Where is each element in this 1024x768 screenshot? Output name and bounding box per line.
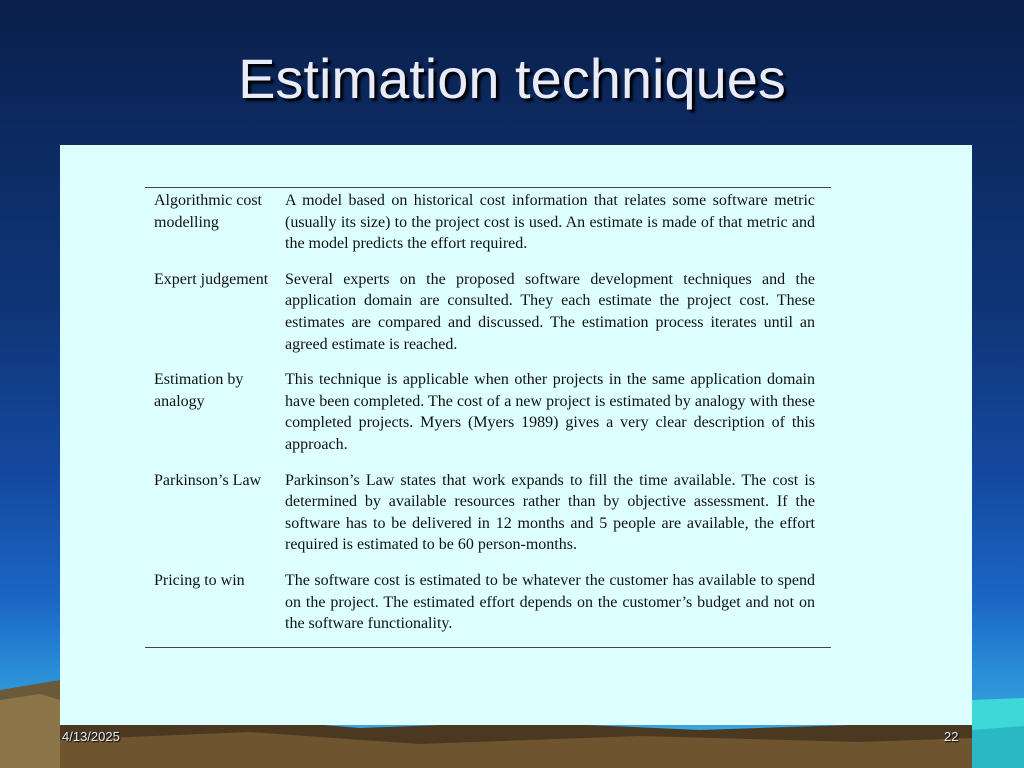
slide-title: Estimation techniques: [238, 47, 786, 110]
content-panel: [60, 145, 972, 725]
table-row: [145, 469, 831, 556]
slide-date: 4/13/2025: [62, 729, 120, 744]
technique-description: A model based on historical cost information that relates some software metric (usually its size) to the project cost is used. An estimate is made of that metric and the model predicts the effort required.: [285, 192, 815, 253]
technique-term: Estimation by analogy: [154, 371, 244, 410]
technique-term: Algorithmic cost modelling: [154, 192, 262, 231]
technique-description: This technique is applicable when other projects in the same application domain have been completed. The cost of a new project is estimated by analogy with these completed projects. Myers (Myers 1989) gives a very clear description of this approach.: [285, 371, 815, 453]
table-row: [145, 368, 831, 455]
table-row: [145, 569, 831, 635]
technique-term: Parkinson’s Law: [154, 471, 262, 489]
table-row: [145, 188, 831, 255]
technique-term: Expert judgement: [154, 270, 269, 288]
technique-description: Several experts on the proposed software development techniques and the application domain are consulted. They each estimate the project cost. These estimates are compared and discussed. The estimation process iterates until an agreed estimate is reached.: [285, 270, 815, 353]
slide-page-number: 22: [944, 729, 959, 744]
table-row: [145, 268, 831, 355]
techniques-table: [145, 187, 831, 648]
technique-term: Pricing to win: [154, 571, 245, 589]
technique-description: Parkinson’s Law states that work expands to fill the time available. The cost is determined by available resources rather than by objective assessment. If the software has to be delivered in 12 months and 5 people are available, the effort required is estimated to be 60 person-months.: [285, 471, 815, 554]
technique-description: The software cost is estimated to be whatever the customer has available to spend on the project. The estimated effort depends on the customer’s budget and not on the software functionality.: [285, 571, 815, 633]
